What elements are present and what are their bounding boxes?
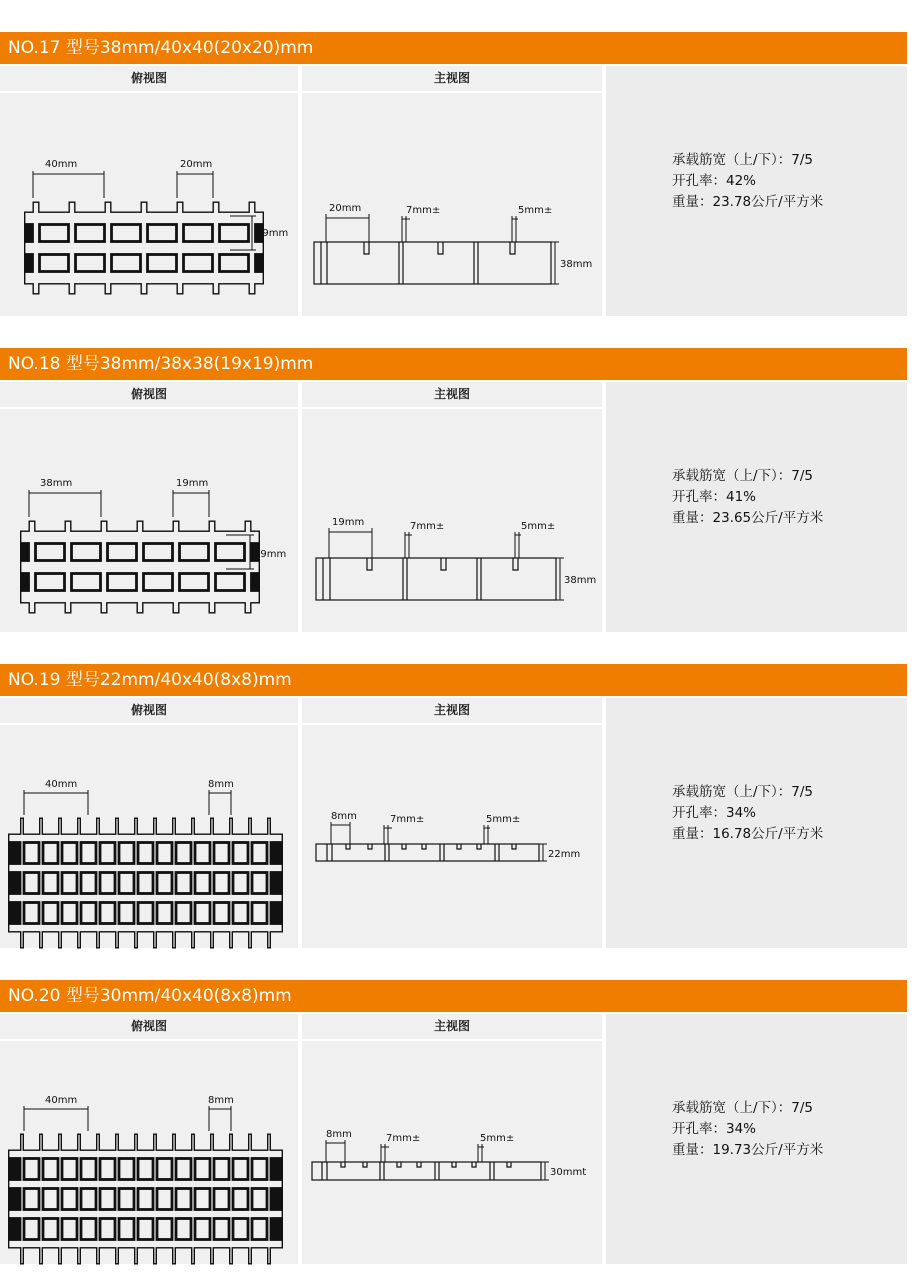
section-no17 (0, 32, 920, 318)
grating-grid (8, 1134, 283, 1265)
section-no18 (0, 348, 920, 634)
grating-grid (24, 202, 264, 295)
front-view-panel (302, 66, 602, 316)
specs-panel (606, 382, 907, 632)
front-bar-label: 19mm (332, 517, 365, 528)
slot1-label: 7mm± (406, 205, 441, 216)
front-view-panel (302, 698, 602, 948)
pitch-label: 38mm (40, 478, 73, 489)
section-header (0, 348, 907, 380)
specs-panel (606, 698, 907, 948)
front-profile (316, 558, 556, 600)
slot2-label: 5mm± (486, 814, 521, 825)
spec-bar-width: 承载筋宽（上/下）：7/5 (672, 1100, 814, 1116)
front-height-label: 22mm (548, 849, 581, 860)
front-view-diagram (302, 66, 602, 316)
specs-panel (606, 66, 907, 316)
height-label: 19mm (254, 549, 287, 560)
front-view-label: 主视图 (433, 1019, 470, 1033)
top-view-label: 俯视图 (130, 71, 167, 85)
section-header (0, 32, 907, 64)
specs-list (672, 1098, 823, 1161)
bar-label: 8mm (208, 779, 234, 790)
front-height-label: 38mm (564, 575, 597, 586)
front-bar-label: 8mm (326, 1129, 352, 1140)
spec-weight: 重量：23.78公斤/平方米 (672, 194, 824, 210)
section-header (0, 664, 907, 696)
front-view-panel (302, 382, 602, 632)
top-view-diagram (0, 698, 298, 948)
spec-open-area: 开孔率：34% (672, 805, 757, 821)
slot1-label: 7mm± (390, 814, 425, 825)
spec-bar-width: 承载筋宽（上/下）：7/5 (672, 152, 814, 168)
specs-list (672, 782, 823, 845)
section-no20 (0, 980, 920, 1266)
spec-open-area: 开孔率：41% (672, 489, 757, 505)
front-view-label: 主视图 (433, 387, 470, 401)
spec-weight: 重量：23.65公斤/平方米 (672, 510, 824, 526)
pitch-label: 40mm (45, 159, 78, 170)
grating-grid (8, 818, 283, 949)
top-view-diagram (0, 382, 298, 632)
top-view-panel (0, 1014, 298, 1264)
section-title: NO.20 型号30mm/40x40(8x8)mm (8, 986, 292, 1006)
section-title: NO.18 型号38mm/38x38(19x19)mm (8, 354, 314, 374)
spec-weight: 重量：16.78公斤/平方米 (672, 826, 824, 842)
section-title: NO.17 型号38mm/40x40(20x20)mm (8, 38, 314, 58)
bar-label: 20mm (180, 159, 213, 170)
spec-bar-width: 承载筋宽（上/下）：7/5 (672, 784, 814, 800)
top-view-panel (0, 698, 298, 948)
bar-label: 8mm (208, 1095, 234, 1106)
spec-open-area: 开孔率：42% (672, 173, 757, 189)
front-height-label: 38mm (560, 259, 593, 270)
front-view-diagram (302, 382, 602, 632)
grating-grid (20, 521, 260, 614)
slot2-label: 5mm± (521, 521, 556, 532)
front-view-label: 主视图 (433, 703, 470, 717)
spec-weight: 重量：19.73公斤/平方米 (672, 1142, 824, 1158)
height-label: 19mm (256, 228, 289, 239)
slot2-label: 5mm± (480, 1133, 515, 1144)
specs-list (672, 150, 823, 213)
front-view-diagram (302, 698, 602, 948)
section-title: NO.19 型号22mm/40x40(8x8)mm (8, 670, 292, 690)
front-bar-label: 8mm (331, 811, 357, 822)
front-view-diagram (302, 1014, 602, 1264)
slot1-label: 7mm± (386, 1133, 421, 1144)
specs-panel (606, 1014, 907, 1264)
section-no19 (0, 664, 920, 950)
spec-open-area: 开孔率：34% (672, 1121, 757, 1137)
front-height-label: 30mmt (550, 1167, 587, 1178)
bar-label: 19mm (176, 478, 209, 489)
pitch-label: 40mm (45, 779, 78, 790)
top-view-diagram (0, 66, 298, 316)
top-view-label: 俯视图 (130, 387, 167, 401)
spec-bar-width: 承载筋宽（上/下）：7/5 (672, 468, 814, 484)
slot1-label: 7mm± (410, 521, 445, 532)
section-header (0, 980, 907, 1012)
specs-list (672, 466, 823, 529)
pitch-label: 40mm (45, 1095, 78, 1106)
top-view-label: 俯视图 (130, 1019, 167, 1033)
front-bar-label: 20mm (329, 203, 362, 214)
front-view-label: 主视图 (433, 71, 470, 85)
front-view-panel (302, 1014, 602, 1264)
top-view-panel (0, 382, 298, 632)
top-view-diagram (0, 1014, 298, 1264)
top-view-label: 俯视图 (130, 703, 167, 717)
top-view-panel (0, 66, 298, 316)
slot2-label: 5mm± (518, 205, 553, 216)
